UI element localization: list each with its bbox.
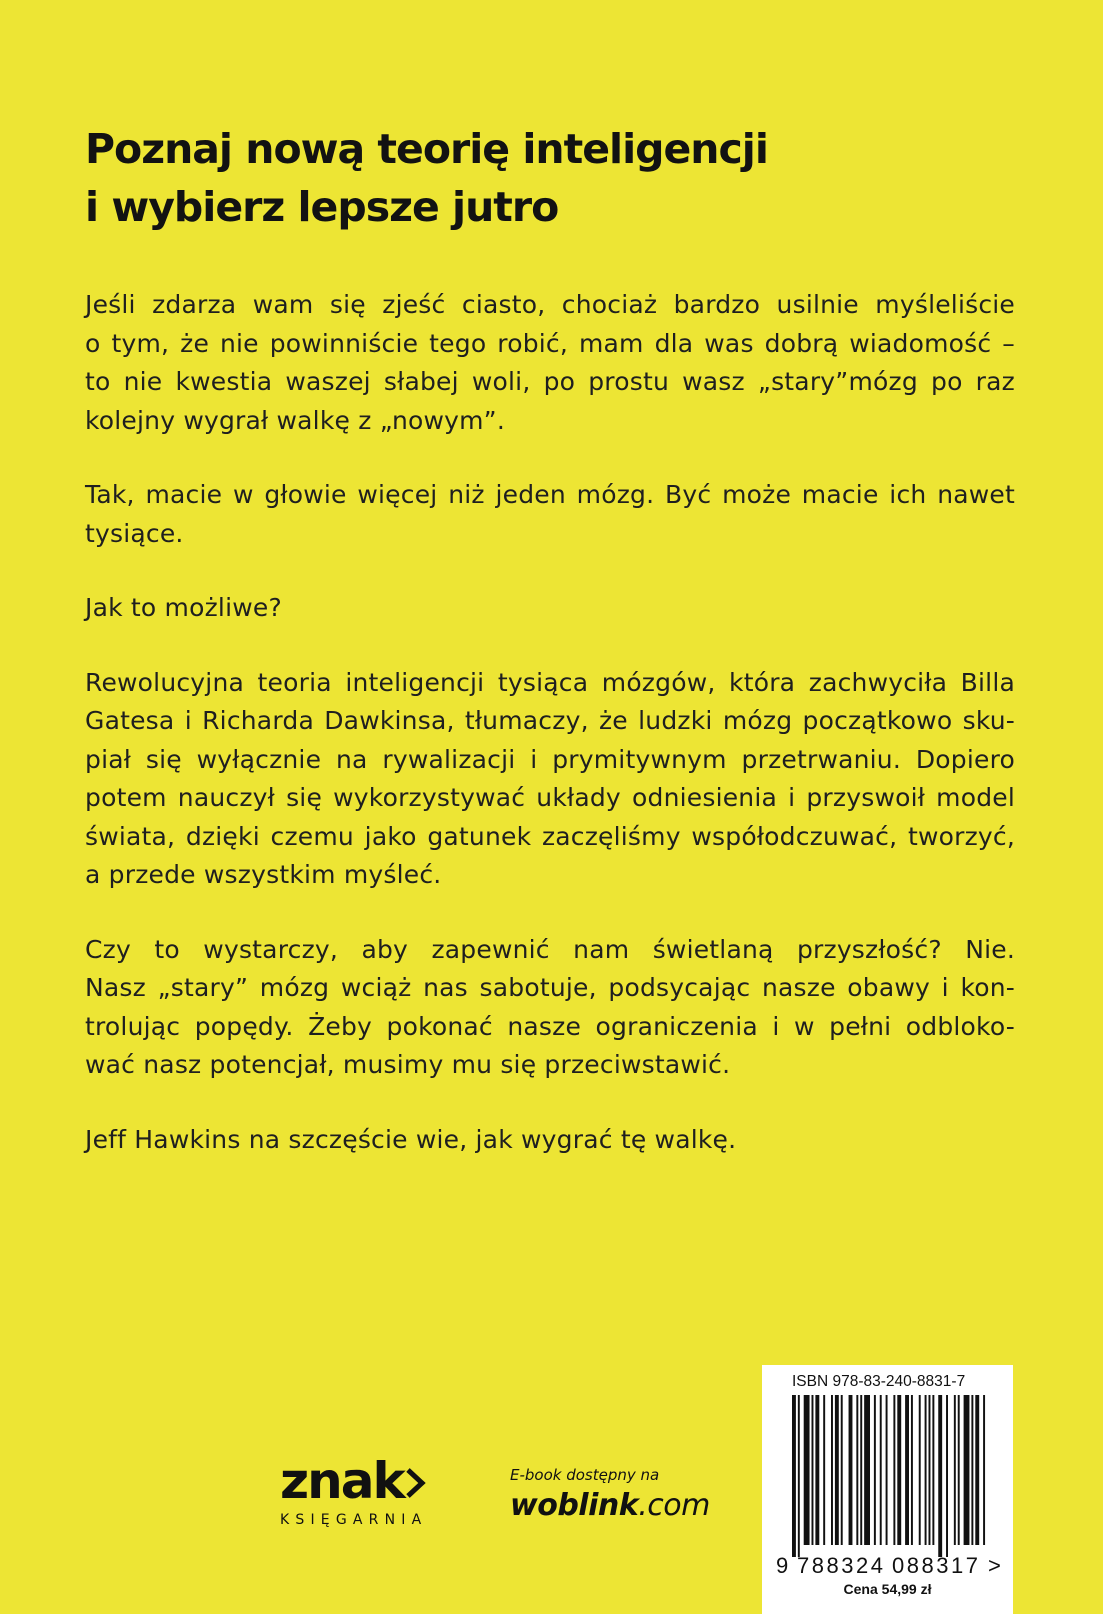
paragraph-line: Czy to wystarczy, aby zapewnić nam świetlaną przyszłość? Nie. bbox=[85, 934, 1015, 964]
barcode-bar bbox=[983, 1395, 985, 1545]
paragraph-3 bbox=[85, 589, 1015, 628]
znak-wordmark: znak bbox=[280, 1452, 404, 1510]
paragraph-line: to nie kwestia waszej słabej woli, po prostu wasz „stary”mózg po raz bbox=[85, 367, 1015, 396]
woblink-brand: woblink bbox=[510, 1488, 639, 1523]
heading-line-2: i wybierz lepsze jutro bbox=[85, 183, 559, 231]
barcode-bar bbox=[911, 1395, 913, 1545]
barcode-bar bbox=[929, 1395, 931, 1545]
paragraph-line: a przede wszystkim myśleć. bbox=[85, 860, 442, 889]
barcode-bar bbox=[886, 1395, 888, 1545]
paragraph-line: potem nauczył się wykorzystywać układy odniesienia i przyswoił model bbox=[85, 783, 1015, 812]
blurb-text bbox=[85, 286, 1015, 1195]
woblink-domain: .com bbox=[638, 1488, 710, 1523]
paragraph-line: piał się wyłącznie na rywalizacji i prymitywnym przetrwaniu. Dopiero bbox=[85, 744, 1015, 774]
barcode-bars bbox=[792, 1395, 985, 1557]
barcode-bar bbox=[874, 1395, 876, 1545]
znak-subtitle: KSIĘGARNIA bbox=[280, 1512, 428, 1528]
barcode-bar bbox=[823, 1395, 825, 1545]
paragraph-2 bbox=[85, 476, 1015, 553]
barcode-bar bbox=[812, 1395, 814, 1545]
barcode-bar bbox=[798, 1395, 800, 1557]
paragraph-line: kolejny wygrał walkę z „nowym”. bbox=[85, 405, 505, 435]
barcode-bar bbox=[938, 1395, 942, 1557]
barcode-bar bbox=[831, 1395, 833, 1545]
barcode-bar bbox=[849, 1395, 853, 1545]
paragraph-line: tysiące. bbox=[85, 518, 184, 548]
woblink-wordmark bbox=[510, 1488, 710, 1523]
woblink-logo bbox=[510, 1466, 750, 1523]
barcode-bar bbox=[792, 1395, 796, 1557]
barcode-bar bbox=[880, 1395, 882, 1545]
barcode-bar bbox=[841, 1395, 843, 1545]
barcode-bar bbox=[804, 1395, 810, 1545]
barcode-bar bbox=[925, 1395, 927, 1545]
paragraph-line: Gatesa i Richarda Dawkinsa, tłumaczy, że ludzki mózg początkowo sku- bbox=[85, 706, 1015, 735]
paragraph-line: Tak, macie w głowie więcej niż jeden mózg. Być może macie ich nawet bbox=[85, 480, 1015, 509]
barcode-quiet-mark: > bbox=[988, 1553, 1001, 1578]
znak-publisher-logo bbox=[280, 1452, 440, 1536]
barcode-bar bbox=[946, 1395, 948, 1557]
barcode-bar bbox=[835, 1395, 839, 1545]
paragraph-line: Jeśli zdarza wam się zjeść ciasto, chociaż bardzo usilnie myśleliście bbox=[85, 290, 1015, 319]
barcode-bar bbox=[964, 1395, 970, 1545]
isbn-label: ISBN 978-83-240-8831-7 bbox=[792, 1373, 966, 1390]
barcode-bar bbox=[954, 1395, 956, 1545]
barcode-bar bbox=[897, 1395, 901, 1545]
chevron-right-icon bbox=[406, 1468, 426, 1502]
paragraph-line: Nasz „stary” mózg wciąż nas sabotuje, podsycając nasze obawy i kon- bbox=[85, 973, 1015, 1002]
barcode-bar bbox=[958, 1395, 960, 1545]
barcode-panel bbox=[762, 1365, 1013, 1614]
barcode-bar bbox=[893, 1395, 895, 1545]
barcode-bar bbox=[856, 1395, 858, 1545]
barcode-bar bbox=[971, 1395, 973, 1545]
ebook-label: E-book dostępny na bbox=[510, 1466, 660, 1484]
paragraph-line: wać nasz potencjał, musimy mu się przeciwstawić. bbox=[85, 1050, 731, 1079]
barcode-bar bbox=[975, 1395, 979, 1545]
barcode-bar bbox=[919, 1395, 921, 1545]
paragraph-line: o tym, że nie powinniście tego robić, mam dla was dobrą wiadomość – bbox=[85, 328, 1015, 358]
price-label: Cena 54,99 zł bbox=[843, 1581, 932, 1597]
cover-heading bbox=[85, 120, 985, 236]
barcode-bar bbox=[860, 1395, 862, 1545]
paragraph-line: Jeff Hawkins na szczęście wie, jak wygrać tę walkę. bbox=[85, 1124, 737, 1154]
paragraph-line: Rewolucyjna teoria inteligencji tysiąca mózgów, która zachwyciła Billa bbox=[85, 667, 1015, 697]
heading-line-1: Poznaj nową teorię inteligencji bbox=[85, 125, 768, 173]
barcode-digit-first: 9 bbox=[776, 1553, 789, 1578]
paragraph-6 bbox=[85, 1121, 1015, 1160]
barcode-image bbox=[774, 1395, 1006, 1581]
barcode-bar bbox=[815, 1395, 819, 1545]
barcode-digits-group-1: 788324 bbox=[797, 1553, 883, 1578]
barcode-bar bbox=[864, 1395, 870, 1545]
paragraph-line: świata, dzięki czemu jako gatunek zaczęliśmy współodczuwać, tworzyć, bbox=[85, 821, 1015, 851]
paragraph-line: trolując popędy. Żeby pokonać nasze ograniczenia i w pełni odbloko- bbox=[85, 1011, 1015, 1041]
barcode-bar bbox=[905, 1395, 909, 1545]
paragraph-5 bbox=[85, 931, 1015, 1085]
barcode-bar bbox=[932, 1395, 934, 1545]
paragraph-4 bbox=[85, 664, 1015, 895]
paragraph-1 bbox=[85, 286, 1015, 440]
barcode-digits-group-2: 088317 bbox=[892, 1553, 978, 1578]
paragraph-line: Jak to możliwe? bbox=[85, 593, 282, 622]
